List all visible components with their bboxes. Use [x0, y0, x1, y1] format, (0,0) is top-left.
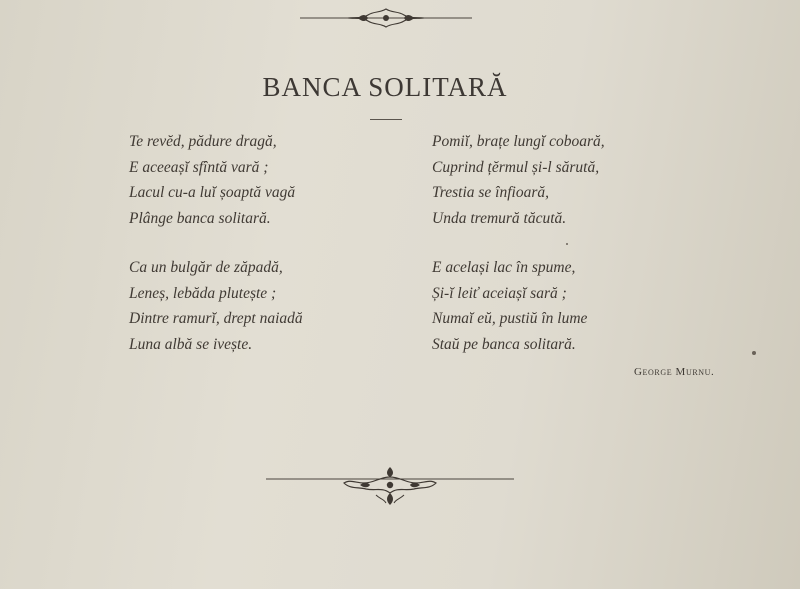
poem-title: BANCA SOLITARĂ: [262, 72, 508, 102]
stanza-3: [432, 129, 605, 231]
ink-speck: [566, 243, 568, 245]
title-divider: [370, 119, 402, 120]
bottom-ornament-icon: [264, 463, 516, 509]
verse-line: E același lac în spume,: [432, 259, 576, 276]
verse-line: Cuprind țĕrmul și-l sărută,: [432, 158, 600, 176]
verse-line: E aceeașĭ sfîntă vară ;: [129, 158, 269, 176]
verse-line: Staŭ pe banca solitară.: [432, 335, 576, 353]
verse-line: Ca un bulgăr de zăpadă,: [129, 259, 283, 276]
verse-line: Luna albă se ivește.: [129, 335, 253, 353]
stanza-4: [432, 255, 587, 357]
verse-line: Lacul cu-a luĭ șoaptă vagă: [129, 184, 296, 201]
verse-line: Pomiĭ, brațe lungĭ coboară,: [432, 133, 605, 150]
stanza-2: [129, 255, 303, 357]
verse-line: Unda tremură tăcută.: [432, 209, 567, 227]
verse-line: Dintre ramurĭ, drept naiadă: [129, 310, 303, 327]
verse-line: Plânge banca solitară.: [129, 209, 271, 227]
top-ornament-icon: [298, 5, 474, 31]
poem-author: George Murnu.: [634, 366, 715, 378]
verse-line: Și-ĭ leiť aceiașĭ sară ;: [432, 284, 567, 302]
verse-line: Trestia se înfioară,: [432, 184, 549, 201]
ink-speck: [752, 351, 756, 355]
verse-line: Numaĭ eŭ, pustiŭ în lume: [432, 310, 588, 327]
verse-line: Te revĕd, pădure dragă,: [129, 133, 277, 150]
verse-line: Leneș, lebăda plutește ;: [129, 284, 277, 302]
stanza-1: [129, 129, 295, 231]
